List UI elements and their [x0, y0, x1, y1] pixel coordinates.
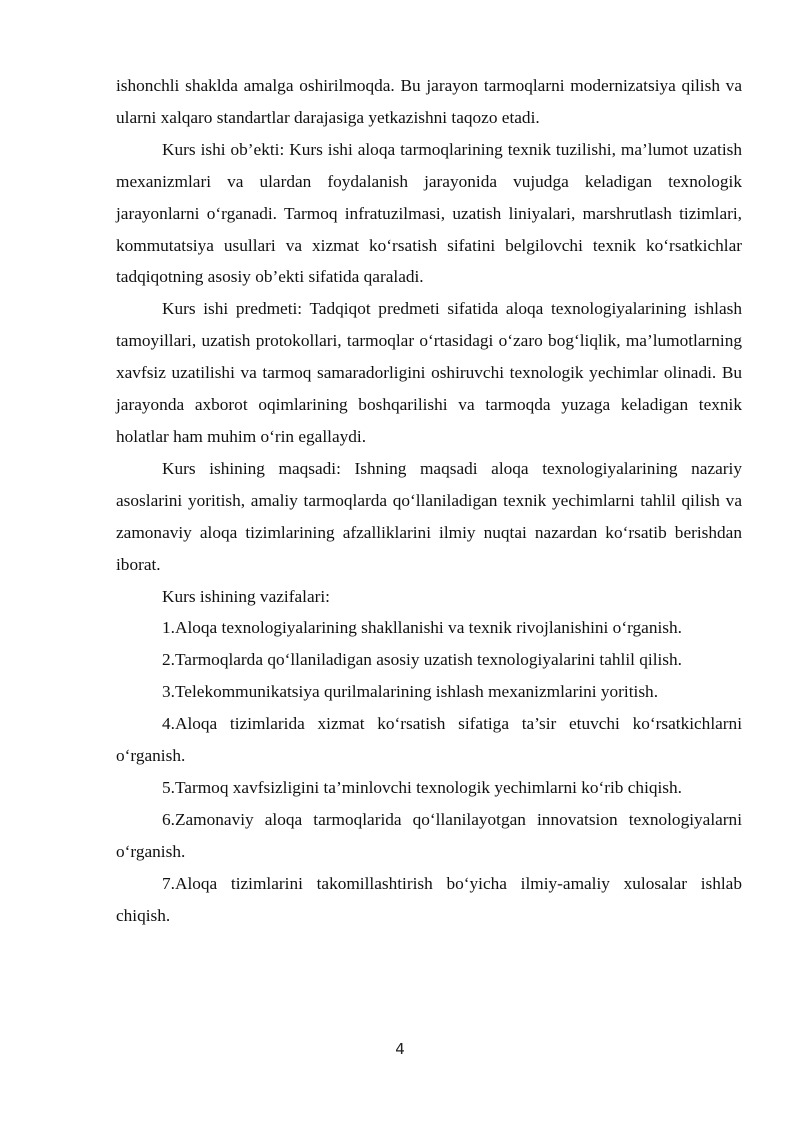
document-body [116, 70, 742, 931]
task-item-2: 2.Tarmoqlarda qo‘llaniladigan asosiy uzatish texnologiyalarini tahlil qilish. [162, 650, 682, 670]
paragraph-subject: Kurs ishi predmeti: Tadqiqot predmeti sifatida aloqa texnologiyalarining ishlash tamoyillari, uzatish protokollari, tarmoqlar o‘rtasidagi o‘zaro bog‘liqlik, ma’lumotlarning xavfsiz uzatilishi va tarmoq samaradorligini oshiruvchi texnologik yechimlar olinadi. Bu jarayonda axborot oqimlarining boshqarilishi va tarmoqda yuzaga keladigan texnik holatlar ham muhim o‘rin egallaydi. [116, 299, 742, 446]
paragraph-goal: Kurs ishining maqsadi: Ishning maqsadi aloqa texnologiyalarining nazariy asoslarini yoritish, amaliy tarmoqlarda qo‘llaniladigan texnik yechimlarni tahlil qilish va zamonaviy aloqa tizimlarining afzalliklarini ilmiy nuqtai nazardan ko‘rsatib berishdan iborat. [116, 458, 742, 574]
task-item-6: 6.Zamonaviy aloqa tarmoqlarida qo‘llanilayotgan innovatsion texnologiyalarni o‘rganish. [116, 809, 742, 861]
task-item-5: 5.Tarmoq xavfsizligini ta’minlovchi texnologik yechimlarni ko‘rib chiqish. [162, 777, 682, 797]
task-item-4: 4.Aloqa tizimlarida xizmat ko‘rsatish sifatiga ta’sir etuvchi ko‘rsatkichlarni o‘rganish. [116, 714, 742, 766]
task-item-3: 3.Telekommunikatsiya qurilmalarining ishlash mexanizmlarini yoritish. [162, 682, 659, 702]
page-number: 4 [395, 1040, 405, 1058]
tasks-heading: Kurs ishining vazifalari: [162, 586, 330, 606]
task-item-1: 1.Aloqa texnologiyalarining shakllanishi va texnik rivojlanishini o‘rganish. [162, 618, 682, 638]
paragraph-object: Kurs ishi ob’ekti: Kurs ishi aloqa tarmoqlarining texnik tuzilishi, ma’lumot uzatish mexanizmlari va ulardan foydalanish jarayonida vujudga keladigan texnologik jarayonlarni o‘rganadi. Tarmoq infratuzilmasi, uzatish liniyalari, marshrutlash tizimlari, kommutatsiya usullari va xizmat ko‘rsatish sifatini belgilovchi texnik ko‘rsatkichlar tadqiqotning asosiy ob’ekti sifatida qaraladi. [116, 139, 742, 287]
task-item-7: 7.Aloqa tizimlarini takomillashtirish bo‘yicha ilmiy-amaliy xulosalar ishlab chiqish. [116, 873, 742, 925]
paragraph-continuation: ishonchli shaklda amalga oshirilmoqda. Bu jarayon tarmoqlarni modernizatsiya qilish va ularni xalqaro standartlar darajasiga yetkazishni taqozo etadi. [116, 76, 742, 127]
